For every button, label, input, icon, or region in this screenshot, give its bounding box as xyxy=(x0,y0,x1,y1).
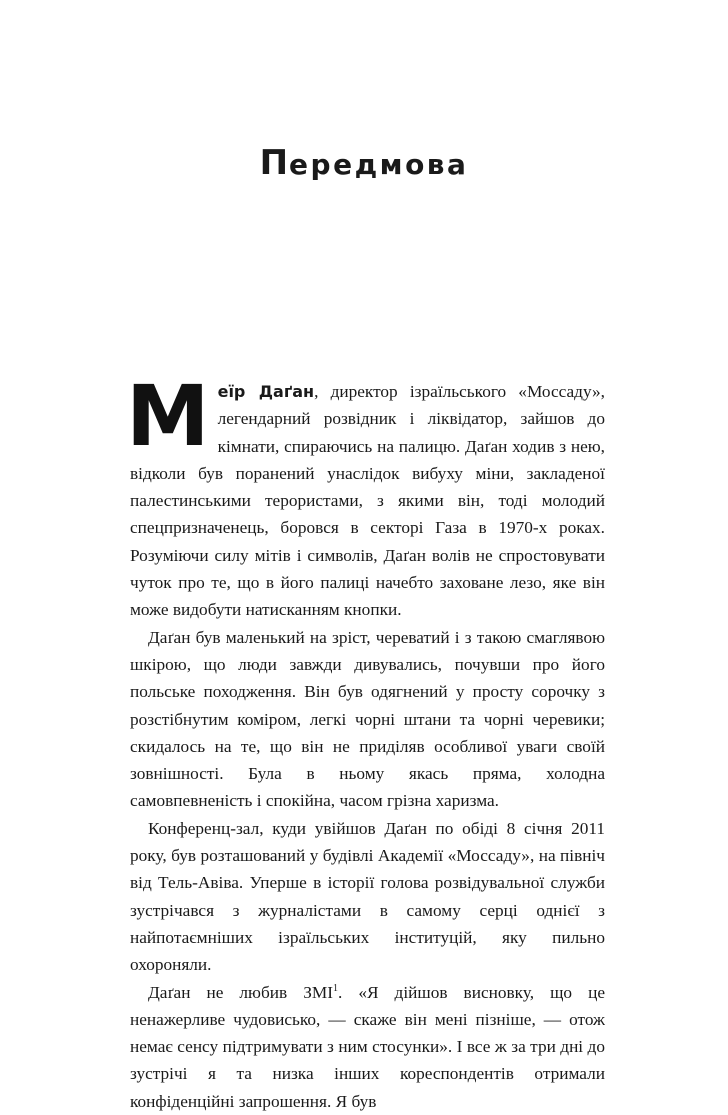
drop-cap: М xyxy=(126,367,210,465)
lead-name: еїр Даґан xyxy=(217,382,315,401)
paragraph-2: Даґан був маленький на зріст, череватий і з такою смаглявою шкірою, що люди завжди дивувались, почувши про його польське походження. Він був одягнений у просту сорочку з розстібнутим коміром, легкі чорні штани та чорні черевики; скидалось на те, що він не приділяв особливої уваги своїй зовнішності. Була в ньому якась пряма, холодна самовпевненість і спокійна, часом грізна харизма. xyxy=(130,627,605,811)
footnote-marker[interactable]: 1 xyxy=(333,982,338,994)
paragraph-4-text-b: . «Я дійшов висновку, що це ненажерливе чудовисько, — скаже він мені пізніше, — отож немає сенсу підтримувати з ним стосунки». І все ж за три дні до зустрічі я та низка інших кореспондентів отримали конфіденційні запрошення. Я був xyxy=(130,982,605,1111)
paragraph-4 xyxy=(130,979,605,1115)
paragraph-1-text: , директор ізраїльського «Моссаду», легендарний розвідник і ліквідатор, зайшов до кімнати, спираючись на палицю. Даґан ходив з нею, відколи був поранений унаслідок вибуху міни, закладеної палестинськими терористами, з якими він, тоді молодий спецпризначенець, боровся в секторі Газа в 1970-х роках. Розуміючи силу мітів і символів, Даґан волів не спростовувати чуток про те, що в його палиці начебто заховане лезо, яке він може видобути натисканням кнопки. xyxy=(130,382,605,620)
paragraph-1 xyxy=(126,367,605,624)
chapter-title-initial: П xyxy=(259,143,290,183)
paragraph-3: Конференц-зал, куди увійшов Даґан по обіді 8 січня 2011 року, був розташований у будівлі Академії «Моссаду», на північ від Тель-Авіва. Уперше в історії голова розвідувальної служби зустрічався з журналістами в самому серці однієї з найпотаємніших ізраїльських інституцій, яку пильно охороняли. xyxy=(130,818,605,975)
body-text xyxy=(126,367,605,1115)
chapter-title-rest: ередмова xyxy=(289,148,469,181)
paragraph-4-text-a: Даґан не любив ЗМІ xyxy=(148,982,333,1002)
chapter-title xyxy=(0,143,728,183)
